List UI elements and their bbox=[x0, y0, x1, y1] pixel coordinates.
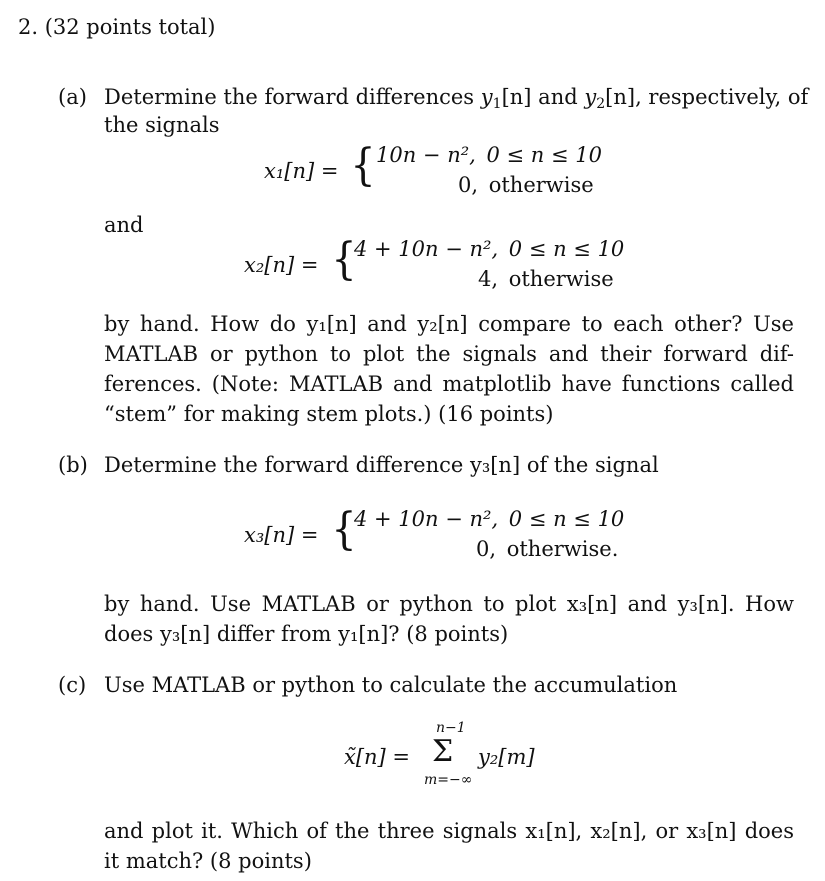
respectively-text: , respectively, of bbox=[635, 85, 809, 109]
and-word: and bbox=[538, 85, 578, 109]
x2-case1-expr: 4 + 10n − n², bbox=[354, 237, 505, 261]
x2-brace-icon: { bbox=[331, 234, 357, 285]
x2-lhs: x₂[n] = bbox=[244, 253, 319, 277]
part-a-body-2: MATLAB or python to plot the signals and their forward dif- bbox=[104, 342, 794, 366]
accum-lhs: x̃[n] = bbox=[344, 745, 411, 769]
part-c-body-1: and plot it. Which of the three signals x₁[n], x₂[n], or x₃[n] does bbox=[104, 819, 794, 843]
sum-lower-limit: m=−∞ bbox=[424, 772, 473, 788]
part-c-body-2: it match? (8 points) bbox=[104, 849, 312, 873]
part-c-label: (c) bbox=[58, 673, 87, 697]
x3-brace-icon: { bbox=[331, 504, 357, 555]
x3-case1-expr: 4 + 10n − n², bbox=[354, 507, 505, 531]
x2-case2-expr: 4, bbox=[478, 267, 505, 291]
y1-symbol: $y_1[n]$ bbox=[480, 85, 532, 112]
part-a-label: (a) bbox=[58, 85, 87, 109]
part-a-body-3: ferences. (Note: MATLAB and matplotlib have functions called bbox=[104, 372, 794, 396]
x2-case1-cond: 0 ≤ n ≤ 10 bbox=[508, 237, 625, 261]
part-a-body-1: by hand. How do y₁[n] and y₂[n] compare to each other? Use bbox=[104, 312, 794, 336]
x3-case2-cond: otherwise. bbox=[506, 537, 619, 561]
x2-case2-cond: otherwise bbox=[508, 267, 614, 291]
sum-symbol-icon: Σ bbox=[432, 734, 454, 769]
x1-brace-icon: { bbox=[350, 140, 376, 191]
part-b-body-1: by hand. Use MATLAB or python to plot x₃[n] and y₃[n]. How bbox=[104, 592, 794, 616]
part-c-intro: Use MATLAB or python to calculate the accumulation bbox=[104, 673, 678, 697]
sum-summand: y₂[m] bbox=[478, 745, 535, 769]
x3-case2 bbox=[476, 536, 618, 562]
x2-case2 bbox=[478, 266, 614, 292]
problem-heading: 2. (32 points total) bbox=[18, 15, 216, 39]
x3-case2-expr: 0, bbox=[476, 537, 503, 561]
part-a-intro-line-2: the signals bbox=[104, 113, 220, 137]
x1-case1-expr: 10n − n², bbox=[376, 143, 483, 167]
part-a-intro-text: Determine the forward differences bbox=[104, 85, 475, 109]
part-b-intro: Determine the forward difference y₃[n] of the signal bbox=[104, 453, 659, 477]
x3-case1 bbox=[354, 506, 624, 532]
x1-case2-expr: 0, bbox=[458, 173, 485, 197]
x3-lhs: x₃[n] = bbox=[244, 523, 319, 547]
x1-case2-cond: otherwise bbox=[488, 173, 594, 197]
x1-case2 bbox=[458, 172, 594, 198]
part-b-label: (b) bbox=[58, 453, 88, 477]
x3-case1-cond: 0 ≤ n ≤ 10 bbox=[508, 507, 625, 531]
part-a-body-4: “stem” for making stem plots.) (16 points) bbox=[104, 402, 554, 426]
x1-case1-cond: 0 ≤ n ≤ 10 bbox=[486, 143, 602, 167]
x2-case1 bbox=[354, 236, 624, 262]
and-line: and bbox=[104, 213, 144, 237]
x1-case1 bbox=[376, 142, 602, 168]
x1-lhs: x₁[n] = bbox=[264, 159, 339, 183]
part-b-body-2: does y₃[n] differ from y₁[n]? (8 points) bbox=[104, 622, 509, 646]
y2-symbol: $y_2[n]$ bbox=[584, 85, 636, 112]
sum-upper-limit: n−1 bbox=[436, 720, 466, 736]
